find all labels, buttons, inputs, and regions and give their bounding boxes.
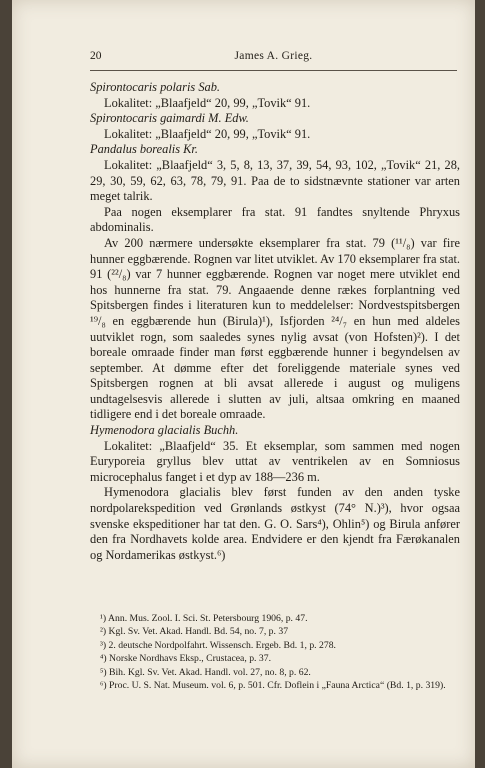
paragraph: Hymenodora glacialis blev først funden av den anden tyske nordpolarekspedition ved Grønlands østkyst (74° N.)³), hvor ogsaa svenske ekspeditioner har tat den. G. O. Sars⁴), Ohlin⁵) og Birula anfører den fra Nordhavets kolde area. Endvidere er den kjendt fra Færøkanalen og Nordamerikas østkyst.⁶) xyxy=(90,485,460,562)
locality-paragraph: Lokalitet: „Blaafjeld“ 35. Et eksemplar, som sammen med nogen Euryporeia gryllus blev uttat av ventrikelen av en Somniosus microcephalus fanget i et dyp av 188—236 m. xyxy=(90,438,460,484)
paragraph: Paa nogen eksemplarer fra stat. 91 fandtes snyltende Phryxus abdominalis. xyxy=(90,204,460,235)
running-title: James A. Grieg. xyxy=(234,50,313,62)
body-text xyxy=(90,80,460,563)
paragraph: Av 200 nærmere undersøkte eksemplarer fra stat. 79 (¹¹/₈) var fire hunner eggbærende. Rognen var litet utviklet. Av 170 eksemplarer fra stat. 91 (²²/₈) var 7 hunner eggbærende. Rognen var noget mere utviklet end hos hunnerne fra stat. 79. Angaaende denne rækes forplantning ved Spitsbergen findes i literaturen kun to meddelelser: Nordvestspitsbergen ¹⁹/₈ en eggbærende hun (Birula)¹), Isfjorden ²⁴/₇ en hun med aldeles uutviklet rogn, som saaledes synes nylig avsat (von Hofsten)²). I det boreale omraade finder man først eggbærende hunner i begyndelsen av september. At dømme efter det foreliggende materiale synes ved Spitsbergen rognen at bli avsat allerede i august og muligens undtagelsesvis allerede i slutten av juli, altsaa omkring en maaned tidligere end i det boreale omraade. xyxy=(90,235,460,422)
locality-line: Lokalitet: „Blaafjeld“ 20, 99, „Tovik“ 91. xyxy=(104,126,311,141)
footnotes xyxy=(90,612,460,692)
footnote: ³) 2. deutsche Nordpolfahrt. Wissensch. Ergeb. Bd. 1, p. 278. xyxy=(100,639,336,651)
footnote: ⁵) Bih. Kgl. Sv. Vet. Akad. Handl. vol. 27, no. 8, p. 62. xyxy=(100,666,311,678)
footnote: ¹) Ann. Mus. Zool. I. Sci. St. Petersbourg 1906, p. 47. xyxy=(100,613,308,624)
species-heading: Spirontocaris polaris Sab. xyxy=(90,80,220,94)
book-page xyxy=(12,0,475,768)
running-header xyxy=(90,50,457,71)
species-heading: Spirontocaris gaimardi M. Edw. xyxy=(90,111,249,126)
species-heading: Pandalus borealis Kr. xyxy=(90,142,198,157)
footnote: ⁶) Proc. U. S. Nat. Museum. vol. 6, p. 501. Cfr. Doflein i „Fauna Arctica“ (Bd. 1, p. 319). xyxy=(100,680,446,692)
page-number: 20 xyxy=(90,50,102,62)
locality-paragraph: Lokalitet: „Blaafjeld“ 3, 5, 8, 13, 37, 39, 54, 93, 102, „Tovik“ 21, 28, 29, 30, 59, 62, 63, 78, 79, 91. Paa de to sidstnævnte stationer var arten meget talrik. xyxy=(90,157,460,204)
locality-line: Lokalitet: „Blaafjeld“ 20, 99, „Tovik“ 91. xyxy=(104,95,311,110)
footnote: ⁴) Norske Nordhavs Eksp., Crustacea, p. 37. xyxy=(100,653,271,665)
species-heading: Hymenodora glacialis Buchh. xyxy=(90,423,239,438)
footnote: ²) Kgl. Sv. Vet. Akad. Handl. Bd. 54, no. 7, p. 37 xyxy=(100,626,289,638)
